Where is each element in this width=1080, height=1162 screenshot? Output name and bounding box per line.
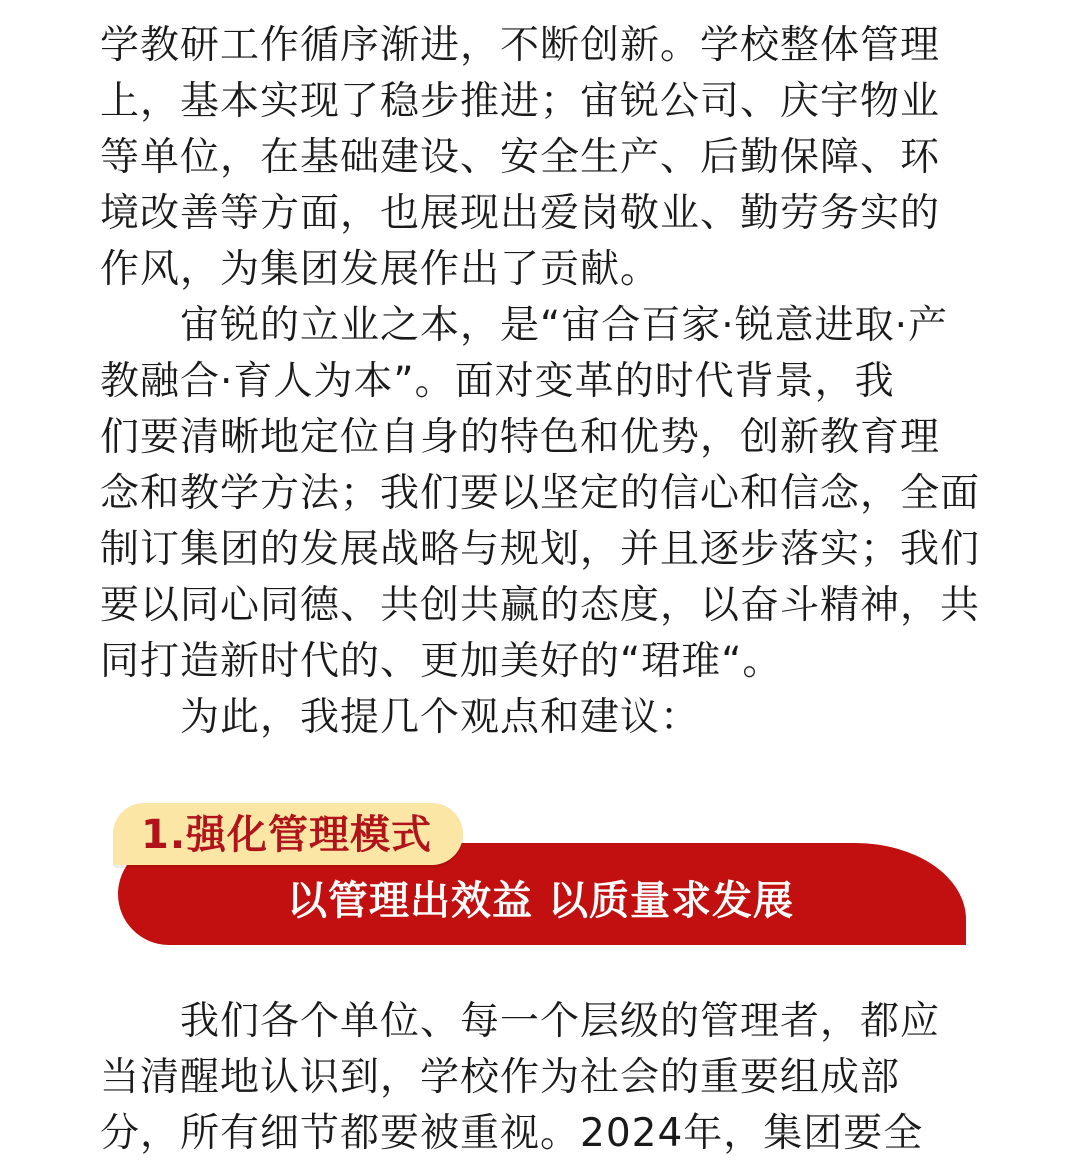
- text-line: 同打造新时代的、更加美好的“珺琟“。: [100, 639, 783, 684]
- text-line: 们要清晰地定位自身的特色和优势，创新教育理: [100, 415, 941, 460]
- paragraph-2: [100, 298, 984, 690]
- text-line: 念和教学方法；我们要以坚定的信心和信念，全面: [100, 471, 981, 516]
- section-1-subtitle: 以管理出效益 以质量求发展: [287, 878, 794, 924]
- paragraph-3: [100, 690, 984, 746]
- text-line: 要以同心同德、共创共赢的态度，以奋斗精神，共: [100, 583, 981, 628]
- text-line: 上，基本实现了稳步推进；宙锐公司、庆宇物业: [100, 79, 941, 124]
- text-line: 为此，我提几个观点和建议：: [180, 695, 701, 740]
- text-line: 学教研工作循序渐进，不断创新。学校整体管理: [100, 23, 941, 68]
- section-1-tag: [113, 803, 463, 865]
- text-line: 我们各个单位、每一个层级的管理者，都应: [180, 999, 941, 1044]
- section-1-title: 1.强化管理模式: [141, 812, 433, 858]
- paragraph-4: [100, 994, 984, 1162]
- text-line: 分，所有细节都要被重视。2024年，集团要全: [100, 1111, 924, 1156]
- text-line: 教融合·育人为本”。面对变革的时代背景，我: [100, 359, 895, 404]
- text-line: 境改善等方面，也展现出爱岗敬业、勤劳务实的: [100, 191, 941, 236]
- text-line: 制订集团的发展战略与规划，并且逐步落实；我们: [100, 527, 981, 572]
- section-1-banner: [113, 803, 968, 945]
- text-line: 作风，为集团发展作出了贡献。: [100, 247, 661, 292]
- text-line: 当清醒地认识到，学校作为社会的重要组成部: [100, 1055, 901, 1100]
- intro-paragraph: [100, 0, 984, 298]
- text-line: 等单位，在基础建设、安全生产、后勤保障、环: [100, 135, 941, 180]
- text-line: 宙锐的立业之本，是“宙合百家·锐意进取·产: [180, 303, 948, 348]
- article-body: [100, 0, 984, 746]
